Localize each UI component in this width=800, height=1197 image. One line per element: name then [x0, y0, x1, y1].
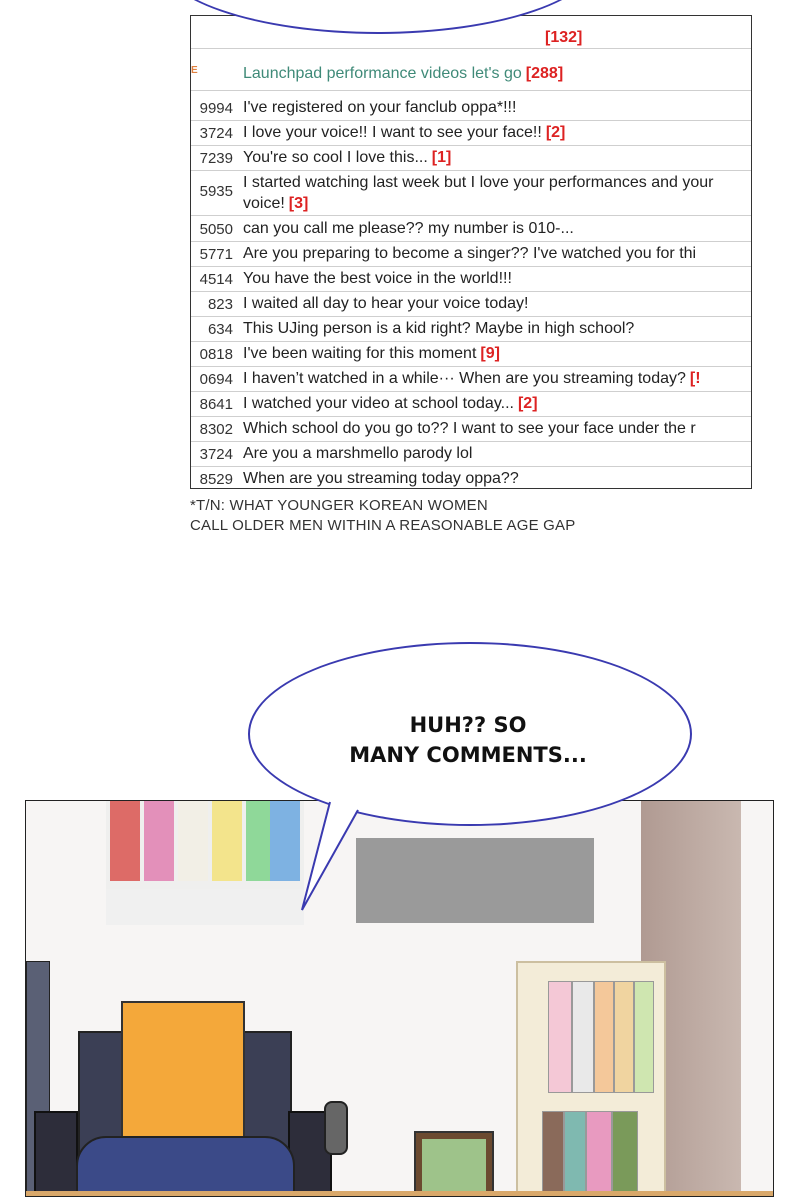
comment-text: [243, 124, 565, 142]
board-header-row[interactable]: [191, 60, 751, 91]
comment-number: 0694: [199, 371, 233, 388]
speech-bubble-tail: [300, 790, 360, 920]
partial-count: [132]: [545, 29, 583, 46]
comment-text: [243, 99, 516, 117]
poster-strip: [178, 801, 208, 881]
comment-number: 823: [207, 296, 233, 313]
room-panel: [25, 800, 774, 1197]
book: [564, 1111, 586, 1197]
comment-number: 3724: [199, 446, 233, 463]
comment-body: I started watching last week but I love your performances and your voice!: [243, 174, 714, 212]
comment-row[interactable]: [191, 417, 751, 442]
speech-line-1: HUH?? SO: [409, 713, 527, 737]
comment-text: [243, 270, 512, 288]
comment-body: This UJing person is a kid right? Maybe in high school?: [243, 320, 635, 337]
speech-text: [248, 710, 688, 770]
poster-strip: [110, 801, 140, 881]
comment-row[interactable]: [191, 342, 751, 367]
comment-text: [243, 470, 519, 488]
comment-number: 9994: [199, 100, 233, 117]
comment-body: You're so cool I love this...: [243, 149, 428, 166]
speech-line-2: MANY COMMENTS...: [349, 743, 587, 767]
comment-row[interactable]: [191, 467, 751, 489]
comment-board: [190, 15, 752, 489]
book: [548, 981, 572, 1093]
stage-poster: [356, 838, 594, 923]
header-tag: E: [191, 65, 198, 76]
comment-text: [243, 370, 701, 388]
comment-body: When are you streaming today oppa??: [243, 470, 519, 487]
comment-row[interactable]: [191, 121, 751, 146]
comment-body: You have the best voice in the world!!!: [243, 270, 512, 287]
comment-number: 5050: [199, 221, 233, 238]
comment-number: 634: [207, 321, 233, 338]
comment-number: 5935: [199, 183, 233, 200]
comment-row[interactable]: [191, 217, 751, 242]
comment-body: Are you a marshmello parody lol: [243, 445, 473, 462]
header-title: [243, 65, 563, 83]
comment-row[interactable]: [191, 267, 751, 292]
comment-count: [!: [689, 370, 701, 387]
comment-body: Which school do you go to?? I want to see your face under the r: [243, 420, 696, 437]
photo: [422, 1139, 486, 1193]
comment-row[interactable]: [191, 146, 751, 171]
header-text: Launchpad performance videos let's go: [243, 65, 522, 82]
comment-row[interactable]: [191, 317, 751, 342]
comment-row[interactable]: [191, 392, 751, 417]
comment-text: [243, 149, 451, 167]
comment-row[interactable]: [191, 242, 751, 267]
comment-body: I've been waiting for this moment: [243, 345, 477, 362]
note-line-1: *T/N: WHAT YOUNGER KOREAN WOMEN: [190, 497, 488, 514]
comment-text: [243, 220, 574, 238]
header-count: [288]: [525, 65, 564, 82]
note-line-2: CALL OLDER MEN WITHIN A REASONABLE AGE GAP: [190, 517, 576, 534]
comment-number: 8302: [199, 421, 233, 438]
comment-number: 3724: [199, 125, 233, 142]
comment-text: [243, 245, 696, 263]
comment-body: I haven’t watched in a while··· When are you streaming today?: [243, 370, 686, 387]
desk: [26, 1191, 773, 1197]
comment-text: [243, 320, 634, 338]
comment-text: [243, 345, 500, 363]
book: [614, 981, 634, 1093]
board-row-partial: [191, 26, 751, 49]
comment-text: [243, 395, 538, 413]
comment-number: 7239: [199, 150, 233, 167]
comment-count: [2]: [517, 395, 538, 412]
book: [586, 1111, 612, 1197]
comment-body: can you call me please?? my number is 010-...: [243, 220, 574, 237]
comment-number: 5771: [199, 246, 233, 263]
comment-count: [9]: [480, 345, 500, 362]
comment-row[interactable]: [191, 171, 751, 216]
bookshelf: [516, 961, 666, 1197]
microphone-icon: [324, 1101, 348, 1155]
comment-number: 4514: [199, 271, 233, 288]
box-head-character: [121, 1001, 245, 1145]
photo-frame: [414, 1131, 494, 1197]
poster-strip: [212, 801, 242, 881]
comment-text: [243, 420, 696, 438]
speaker-left: [34, 1111, 78, 1197]
comment-body: I've registered on your fanclub oppa*!!!: [243, 99, 517, 116]
poster-strip: [144, 801, 174, 881]
comment-count: [2]: [545, 124, 566, 141]
comment-body: I watched your video at school today...: [243, 395, 514, 412]
comment-text: [243, 172, 723, 214]
comment-body: Are you preparing to become a singer?? I've watched you for thi: [243, 245, 697, 262]
comment-number: 8529: [199, 471, 233, 488]
idol-poster: [106, 801, 304, 925]
comment-row[interactable]: [191, 367, 751, 392]
poster-strip: [270, 801, 300, 881]
comment-body: I love your voice!! I want to see your face!!: [243, 124, 542, 141]
book: [572, 981, 594, 1093]
comment-number: 8641: [199, 396, 233, 413]
book: [612, 1111, 638, 1197]
comment-text: [243, 445, 472, 463]
book: [594, 981, 614, 1093]
book: [542, 1111, 564, 1197]
comment-number: 0818: [199, 346, 233, 363]
comment-row[interactable]: [191, 96, 751, 121]
comment-body: I waited all day to hear your voice today!: [243, 295, 529, 312]
book: [634, 981, 654, 1093]
translator-note: [190, 496, 575, 536]
comment-count: [1]: [431, 149, 452, 166]
chair: [76, 1136, 295, 1197]
comment-row[interactable]: [191, 292, 751, 317]
comment-text: [243, 295, 529, 313]
comment-row[interactable]: [191, 442, 751, 467]
comment-count: [3]: [288, 195, 309, 212]
